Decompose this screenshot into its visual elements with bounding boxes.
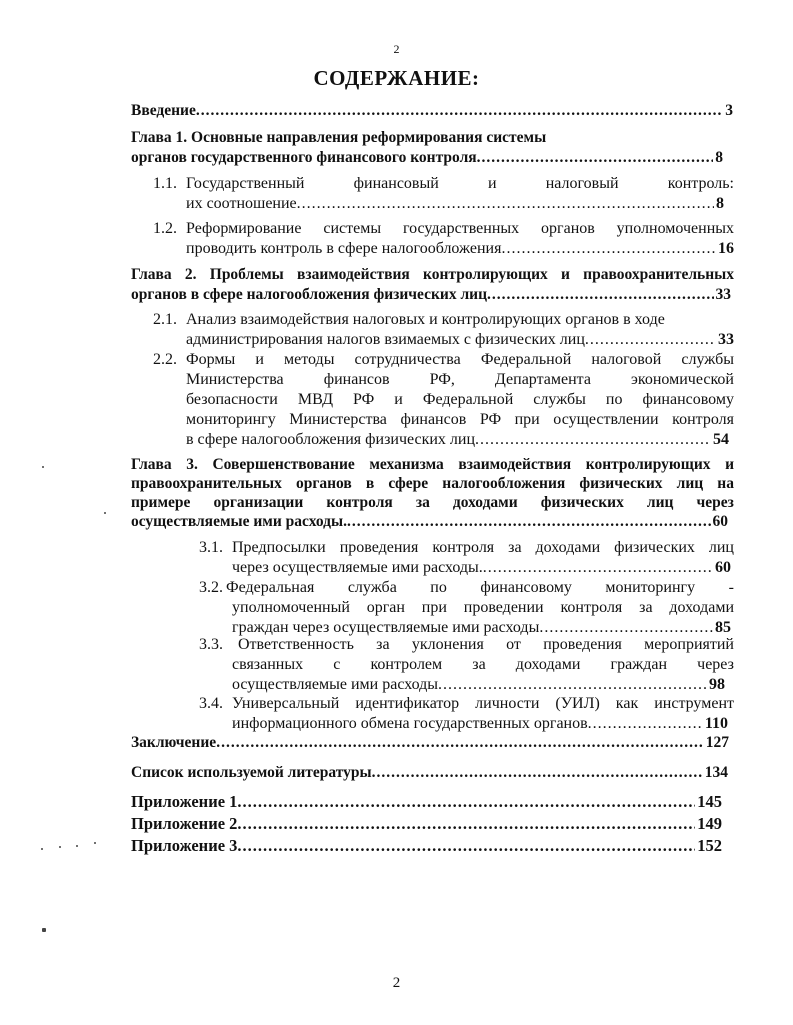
dot-leader — [297, 194, 714, 214]
scan-speck — [41, 848, 43, 850]
toc-s3-4-line1: Универсальный идентификатор личности (УИЛ) как инструмент — [232, 695, 734, 712]
dot-leader — [347, 512, 711, 532]
dot-leader — [477, 148, 714, 168]
word: через — [696, 494, 734, 511]
word: физических — [540, 494, 624, 511]
word: доходами — [515, 656, 581, 673]
toc-intro-page: 3 — [725, 102, 733, 119]
toc-conclusion-page: 127 — [705, 734, 729, 751]
scan-speck — [42, 466, 44, 468]
toc-s1-2-line1: Реформирование системы государственных органов уполномоченных — [186, 220, 734, 237]
toc-appendix-2 — [131, 814, 722, 834]
word: связанных — [232, 656, 304, 673]
toc-intro-text: Введение — [131, 102, 196, 119]
toc-s3-2-page: 85 — [715, 619, 731, 636]
toc-s3-1-line2 — [232, 558, 731, 578]
word: Федеральная — [226, 579, 315, 596]
word: доходами — [452, 494, 518, 511]
toc-s3-2-line1 — [226, 578, 734, 598]
toc-appendix-3-text: Приложение 3 — [131, 836, 238, 855]
toc-s1-1-page: 8 — [716, 195, 724, 212]
toc-appendix-1 — [131, 792, 722, 812]
toc-s3-3-line2 — [232, 655, 734, 675]
toc-s2-2-line5 — [186, 430, 729, 450]
dot-leader — [438, 675, 707, 695]
toc-ch2-page: 33 — [715, 286, 731, 303]
toc-s3-3-line3 — [232, 675, 725, 695]
dot-leader — [585, 330, 716, 350]
toc-s3-3-page: 98 — [709, 676, 725, 693]
toc-appendix-2-text: Приложение 2 — [131, 814, 238, 833]
toc-references-text: Список используемой литературы — [131, 764, 372, 781]
toc-s3-2-line2: уполномоченный орган при проведении контроля за доходами — [232, 599, 734, 616]
scan-speck — [76, 845, 78, 847]
word: налоговый — [545, 175, 619, 192]
dot-leader — [237, 814, 695, 834]
dot-leader — [483, 558, 713, 578]
word: контроль: — [667, 175, 734, 192]
dot-leader — [501, 239, 716, 259]
scan-speck — [94, 842, 96, 844]
dot-leader — [372, 763, 703, 783]
word: экономической — [631, 371, 734, 388]
word: через — [697, 656, 734, 673]
toc-s3-3-num: 3.3. — [199, 636, 223, 653]
word: Министерства — [186, 371, 284, 388]
page-number-bottom: 2 — [392, 975, 401, 991]
word: лиц — [646, 494, 674, 511]
toc-ch3-line2: правоохранительных органов в сфере налогообложения физических лиц на — [131, 475, 734, 492]
word: Государственный — [186, 175, 305, 192]
word: финансов — [323, 371, 390, 388]
toc-appendix-1-text: Приложение 1 — [131, 792, 238, 811]
word: по — [430, 579, 447, 596]
dot-leader — [196, 101, 723, 121]
toc-ch1-line1: Глава 1. Основные направления реформирования системы — [131, 129, 547, 146]
toc-s2-1-page: 33 — [718, 331, 734, 348]
toc-appendix-1-page: 145 — [697, 792, 722, 811]
dot-leader — [588, 714, 703, 734]
toc-appendix-3-page: 152 — [697, 836, 722, 855]
toc-s1-1-text: их соотношение — [186, 195, 297, 212]
toc-s2-2-line1: Формы и методы сотрудничества Федеральной налоговой службы — [186, 351, 734, 368]
toc-ch3-line3 — [131, 493, 734, 513]
scan-speck — [59, 846, 61, 848]
scan-speck — [42, 928, 46, 932]
scan-speck — [104, 512, 106, 514]
word: за — [472, 656, 486, 673]
dot-leader — [237, 792, 695, 812]
toc-s2-1-line2 — [186, 330, 734, 350]
toc-s2-2-line4: мониторингу Министерства финансов РФ при осуществлении контроля — [186, 411, 734, 428]
toc-s3-4-num: 3.4. — [199, 695, 223, 712]
toc-ch3-line4 — [131, 512, 728, 532]
toc-ch3-text: осуществляемые ими расходы. — [131, 513, 347, 530]
toc-ch3-page: 60 — [712, 513, 728, 530]
dot-leader — [475, 430, 711, 450]
toc-ch2-text: органов в сфере налогообложения физических лиц — [131, 286, 488, 303]
word: - — [728, 579, 734, 596]
toc-s1-1-line1 — [186, 174, 734, 194]
toc-ch1-line2 — [131, 148, 723, 168]
toc-s2-1-num: 2.1. — [153, 311, 177, 328]
toc-s3-1-line1: Предпосылки проведения контроля за доходами физических лиц — [232, 539, 734, 556]
dot-leader — [216, 733, 704, 753]
word: граждан — [610, 656, 668, 673]
page-title: СОДЕРЖАНИЕ: — [313, 66, 480, 90]
toc-s3-3-text: осуществляемые ими расходы — [232, 676, 439, 693]
word: и — [487, 175, 497, 192]
word: Департамента — [494, 371, 591, 388]
toc-s2-2-num: 2.2. — [153, 351, 177, 368]
toc-ch2-line1: Глава 2. Проблемы взаимодействия контролирующих и правоохранительных — [131, 266, 734, 283]
toc-s2-2-page: 54 — [713, 431, 729, 448]
toc-intro — [131, 101, 733, 121]
word: мониторингу — [605, 579, 696, 596]
toc-s1-2-page: 16 — [718, 240, 734, 257]
word: примере — [131, 494, 191, 511]
word: контролем — [370, 656, 443, 673]
toc-references — [131, 763, 728, 783]
toc-ch3-line1: Глава 3. Совершенствование механизма взаимодействия контролирующих и — [131, 456, 734, 473]
toc-ch2-line2 — [131, 285, 731, 305]
toc-s3-2-text: граждан через осуществляемые ими расходы — [232, 619, 540, 636]
toc-s3-1-text: через осуществляемые ими расходы. — [232, 559, 483, 576]
toc-ch1-page: 8 — [715, 149, 723, 166]
word: финансовому — [480, 579, 572, 596]
toc-s1-1-line2 — [186, 194, 724, 214]
toc-s3-4-page: 110 — [704, 715, 728, 732]
toc-s3-1-page: 60 — [715, 559, 731, 576]
toc-s3-1-num: 3.1. — [199, 539, 223, 556]
toc-s1-2-text: проводить контроль в сфере налогообложения — [186, 240, 502, 257]
toc-s3-2-num: 3.2. — [199, 579, 223, 596]
toc-s2-1-line1: Анализ взаимодействия налоговых и контролирующих органов в ходе — [186, 311, 665, 328]
toc-s2-2-line2 — [186, 370, 734, 390]
dot-leader — [487, 285, 713, 305]
word: финансовый — [353, 175, 439, 192]
toc-s1-2-num: 1.2. — [153, 220, 177, 237]
dot-leader — [237, 836, 695, 856]
toc-ch1-text: органов государственного финансового контроля — [131, 149, 477, 166]
word: РФ, — [429, 371, 455, 388]
toc-s3-4-line2 — [232, 714, 728, 734]
toc-s1-1-num: 1.1. — [153, 175, 177, 192]
toc-s2-2-line3: безопасности МВД РФ и Федеральной службы по финансовому — [186, 391, 734, 408]
word: организации — [213, 494, 304, 511]
word: за — [415, 494, 430, 511]
page-number-top: 2 — [393, 42, 400, 56]
toc-s1-2-line2 — [186, 239, 734, 259]
toc-references-page: 134 — [704, 764, 728, 781]
toc-appendix-3 — [131, 836, 722, 856]
toc-s3-3-line1: Ответственность за уклонения от проведения мероприятий — [238, 636, 734, 653]
toc-conclusion — [131, 733, 729, 753]
word: с — [333, 656, 341, 673]
toc-conclusion-text: Заключение — [131, 734, 217, 751]
toc-s2-2-text: в сфере налогообложения физических лиц — [186, 431, 476, 448]
word: контроля — [326, 494, 393, 511]
toc-appendix-2-page: 149 — [697, 814, 722, 833]
toc-s2-1-text: администрирования налогов взимаемых с физических лиц — [186, 331, 585, 348]
toc-s3-4-text: информационного обмена государственных органов — [232, 715, 588, 732]
word: служба — [347, 579, 397, 596]
